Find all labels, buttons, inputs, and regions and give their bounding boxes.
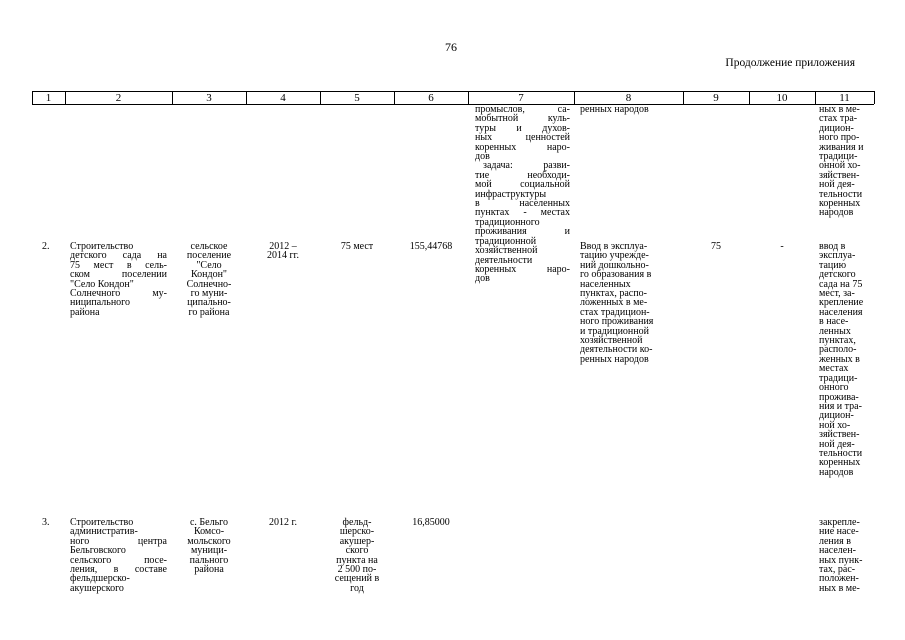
header-bottom-border — [32, 104, 874, 105]
row-3-cost: 16,85000 — [412, 517, 450, 528]
row-3-period: 2012 г. — [269, 517, 297, 528]
column-header-1: 1 — [45, 92, 52, 104]
row-2-result: Ввод в эксплуа- тацию учрежде- ний дошкольно- го образования в населенных пунктах, распо- ложенных в ме- стах традицион- ного проживания и традиционной хозяйственной деятельности ко- ренных народов — [580, 241, 654, 365]
carryover-col7: промыслов, са- мобытной куль- туры и духов- ных ценностей коренных наро- дов задача: разви- тие необходи- мой социальной инфраструктуры в населенных пунктах - местах традиционного проживания и традиционной хозяйственной деятельности коренных наро- дов — [475, 104, 570, 285]
column-header-7: 7 — [518, 92, 524, 104]
row-2-cost: 155,44768 — [409, 241, 453, 252]
column-header-10: 10 — [776, 92, 788, 104]
row-2-number: 2. — [42, 241, 50, 252]
carryover-col8: ренных народов — [580, 104, 649, 115]
row-3-name: Строительство административ- ного центра Бельговского сельского посе- ления, в составе фельдшерско- акушерского — [70, 517, 167, 594]
col-divider — [874, 91, 875, 104]
row-2-col10: - — [780, 241, 784, 252]
row-3-capacity: фельд- шерско- акушер- ского пункта на 2 500 по- сещений в год — [334, 517, 380, 594]
column-header-5: 5 — [354, 92, 360, 104]
column-header-8: 8 — [625, 92, 632, 104]
row-2-period: 2012 – 2014 гг. — [266, 241, 300, 262]
column-header-2: 2 — [115, 92, 122, 104]
continuation-title: Продолжение приложения — [725, 57, 855, 69]
column-header-6: 6 — [428, 92, 434, 104]
row-2-location: сельское поселение "Село Кондон" Солнечно- го муни- ципально- го района — [186, 241, 232, 318]
column-header-9: 9 — [713, 92, 719, 104]
row-2-capacity: 75 мест — [340, 241, 374, 252]
page-number: 76 — [445, 40, 457, 54]
row-2-col9: 75 — [711, 241, 721, 252]
row-3-number: 3. — [42, 517, 50, 528]
column-header-4: 4 — [280, 92, 286, 104]
column-header-3: 3 — [206, 92, 212, 104]
row-3-location: с. Бельго Комсо- мольского муници- пального района — [187, 517, 231, 576]
row-3-col11: закрепле- ние насе- ления в населен- ных пунк- тах, рас- положен- ных в ме- — [819, 517, 863, 594]
row-2-col11: ввод в эксплуа- тацию детского сада на 75 мест, за- крепление населения в насе- ленных пунктах, располо- женных в местах традици- онного прожива- ния и тра- дицион- ной хо- зяйствен- ной дея- тельности коренных народов — [819, 241, 864, 478]
row-2-name: Строительство детского сада на 75 мест в сель- ском поселении "Село Кондон" Солнечного му- ниципального района — [70, 241, 167, 318]
column-header-11: 11 — [839, 92, 850, 104]
carryover-col11: ных в ме- стах тра- дицион- ного про- живания и традици- онной хо- зяйствен- ной дея- тельности коренных народов — [819, 104, 864, 219]
